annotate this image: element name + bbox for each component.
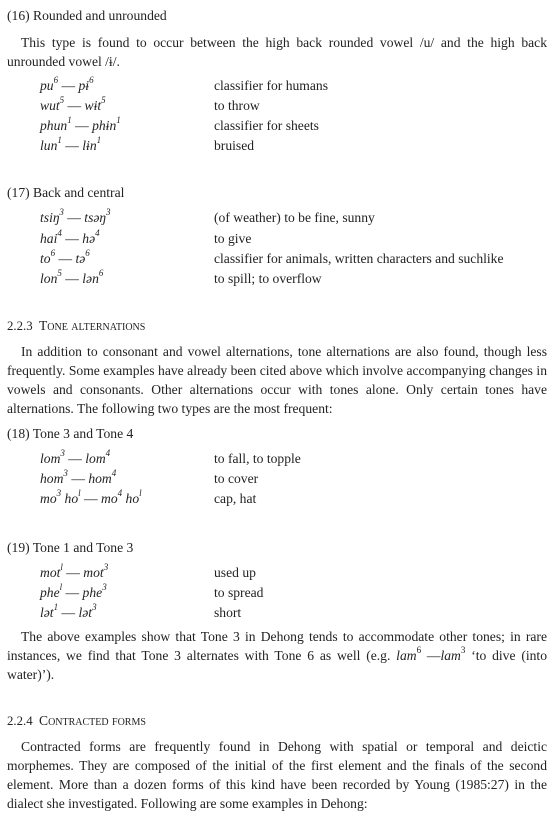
example-row: [0, 563, 557, 583]
gloss: bruised: [214, 138, 255, 153]
syllable: lət: [40, 605, 54, 620]
gloss: to give: [214, 231, 252, 246]
alternation-form: [40, 208, 110, 227]
example-row: [0, 229, 557, 249]
gloss: classifier for sheets: [214, 118, 319, 133]
tone-number: 3: [103, 562, 109, 573]
example-row: [0, 583, 557, 603]
syllable: mot: [40, 565, 61, 580]
syllable: phe: [82, 585, 103, 600]
tone-number: 5: [57, 268, 62, 279]
gloss: classifier for humans: [214, 78, 329, 93]
alternation-form: [40, 136, 101, 155]
syllable: tsəŋ: [84, 210, 106, 225]
tone-number: 4: [111, 468, 117, 479]
tone-number: l: [60, 562, 63, 573]
em-dash: —: [55, 251, 76, 266]
syllable: hom: [88, 471, 112, 486]
gloss: classifier for animals, written characters and suchlike: [214, 251, 504, 266]
alternation-form: [40, 563, 108, 582]
syllable: tsiŋ: [40, 210, 60, 225]
example-row: [0, 136, 557, 156]
example-row: [0, 469, 557, 489]
tone-number: l: [78, 488, 81, 499]
tone-number: 3: [92, 602, 97, 613]
alternation-form: [40, 76, 94, 95]
example-row: [0, 449, 557, 469]
tone-number: 5: [59, 95, 65, 106]
section-2-2-3-heading: 2.2.3 Tone alternations: [7, 318, 146, 333]
gloss: to fall, to topple: [214, 451, 301, 466]
em-dash: —: [67, 471, 89, 486]
tone-number: 6: [98, 268, 104, 279]
em-dash: —: [62, 565, 84, 580]
syllable: mo: [101, 491, 118, 506]
tone-number: 3: [60, 448, 65, 459]
gloss: to throw: [214, 98, 260, 113]
syllable: mo: [40, 491, 57, 506]
tone-number: 6: [89, 75, 94, 86]
example-17-heading: (17) Back and central: [7, 185, 125, 200]
gloss: to cover: [214, 471, 259, 486]
tone-number: 1: [53, 602, 59, 613]
example-row: [0, 116, 557, 136]
syllable: ho: [61, 491, 79, 506]
em-dash: —: [80, 491, 102, 506]
example-row: [0, 249, 557, 269]
alternation-form: [40, 96, 106, 115]
em-dash: —: [63, 210, 85, 225]
tone-number: 1: [116, 115, 121, 126]
em-dash: —: [64, 98, 85, 113]
syllable: ho: [122, 491, 140, 506]
tone-number: 5: [101, 95, 106, 106]
alternation-form: [40, 449, 110, 468]
gloss: used up: [214, 565, 256, 580]
section-2-2-4-paragraph: Contracted forms are frequently found in Dehong with spatial or temporal and deictic morphemes. They are composed of the initial of the first element and the finals of the second element. More than a dozen forms of this kind have been recorded by Young (1985:27) in the dialect she investigated. Following are some examples in Dehong:: [7, 739, 547, 811]
alternation-form: [40, 116, 121, 135]
alternation-form: [40, 583, 107, 602]
section-2-2-3-paragraph: In addition to consonant and vowel alternations, tone alternations are also found, though less frequently. Some examples have already been cited above which involve accompanying changes in vowels and consonants. Other alternations occur with tones alone. Only certain tones have alternations. The following two types are the most frequent:: [7, 344, 547, 416]
example-row: [0, 603, 557, 623]
tone-number: 1: [57, 135, 62, 146]
example-16-paragraph: This type is found to occur between the high back rounded vowel /u/ and the high back unrounded vowel /ɨ/.: [7, 35, 547, 69]
example-row: [0, 269, 557, 289]
tone-number: 6: [85, 248, 90, 259]
example-16-heading: (16) Rounded and unrounded: [7, 8, 167, 23]
example-row: [0, 208, 557, 228]
example-row: [0, 489, 557, 509]
tone-number: 3: [56, 488, 62, 499]
syllable: lom: [40, 451, 61, 466]
syllable: mot: [83, 565, 104, 580]
em-dash: —: [71, 118, 93, 133]
tone-number: 4: [117, 488, 123, 499]
em-dash: —: [64, 451, 86, 466]
tone-number: 1: [96, 135, 102, 146]
section-2-2-4-heading: 2.2.4 Contracted forms: [7, 713, 146, 728]
syllable: lən: [82, 271, 99, 286]
em-dash: —: [61, 231, 83, 246]
tone-number: 3: [102, 582, 107, 593]
em-dash: —: [61, 271, 83, 286]
syllable: phɨn: [92, 118, 117, 133]
syllable: pɨ: [78, 78, 90, 93]
syllable: lɨn: [82, 138, 97, 153]
gloss: to spread: [214, 585, 264, 600]
syllable: to: [40, 251, 51, 266]
example-19-heading: (19) Tone 1 and Tone 3: [7, 540, 134, 555]
syllable: lon: [40, 271, 58, 286]
syllable: phun: [40, 118, 68, 133]
alternation-form: [40, 469, 116, 488]
tone-number: 1: [67, 115, 72, 126]
tone-number: 3: [105, 207, 111, 218]
em-dash: —: [58, 605, 79, 620]
example-18-heading: (18) Tone 3 and Tone 4: [7, 426, 134, 441]
gloss: short: [214, 605, 242, 620]
alternation-form: [40, 603, 97, 622]
syllable: wɨt: [84, 98, 102, 113]
tone-number: 3: [59, 207, 64, 218]
tone-3-paragraph: The above examples show that Tone 3 in Dehong tends to accommodate other tones; in rare instances, we find that Tone 3 alternates with Tone 6 as well (e.g. lam$^6$ —lam$^3$ ‘to dive (into water)’).: [7, 629, 548, 682]
alternation-form: [40, 249, 90, 268]
em-dash: —: [62, 585, 83, 600]
syllable: tə: [75, 251, 86, 266]
gloss: to spill; to overflow: [214, 271, 322, 286]
tone-number: 4: [105, 448, 111, 459]
tone-number: 4: [95, 228, 100, 239]
syllable: hom: [40, 471, 64, 486]
syllable: lun: [40, 138, 58, 153]
tone-number: l: [139, 488, 142, 499]
alternation-form: [40, 489, 142, 508]
tone-number: 3: [63, 468, 68, 479]
tone-number: 6: [53, 75, 59, 86]
syllable: wut: [40, 98, 60, 113]
example-row: [0, 76, 557, 96]
tone-number: 6: [50, 248, 56, 259]
syllable: hai: [40, 231, 58, 246]
tone-number: 4: [57, 228, 62, 239]
example-row: [0, 96, 557, 116]
tone-number: l: [59, 582, 63, 593]
em-dash: —: [58, 78, 79, 93]
syllable: hə: [82, 231, 96, 246]
gloss: (of weather) to be fine, sunny: [214, 210, 375, 225]
syllable: lət: [78, 605, 93, 620]
alternation-form: [40, 269, 103, 288]
em-dash: —: [61, 138, 83, 153]
alternation-form: [40, 229, 100, 248]
syllable: phe: [40, 585, 60, 600]
gloss: cap, hat: [214, 491, 257, 506]
syllable: lom: [85, 451, 106, 466]
syllable: pu: [40, 78, 54, 93]
